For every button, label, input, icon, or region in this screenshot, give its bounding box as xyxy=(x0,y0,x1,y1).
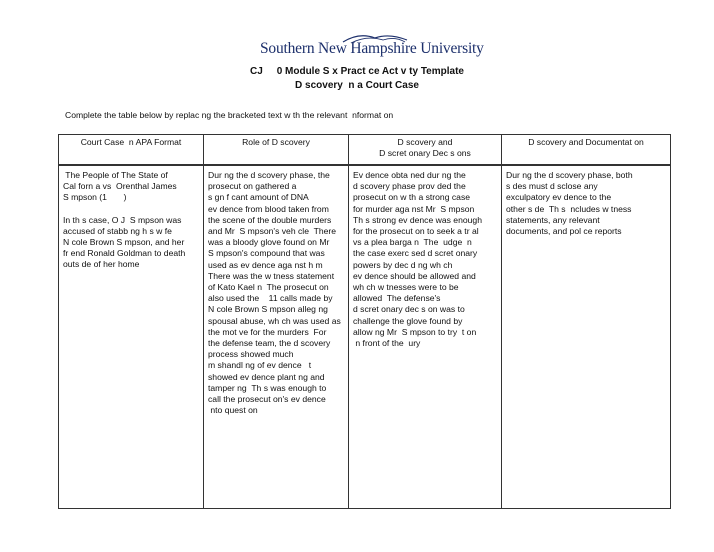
cell-text-line: vs a plea barga n The udge n xyxy=(353,237,472,248)
cell-text-line: tamper ng Th s was enough to xyxy=(208,382,327,393)
cell-text-line: S mpson (1 ) xyxy=(63,192,127,203)
cell-text-line: statements, any relevant xyxy=(506,214,600,225)
table-cell[interactable] xyxy=(59,165,204,509)
cell-text-line: ev dence from blood taken from xyxy=(208,203,329,214)
logo-text: Southern New Hampshire University xyxy=(260,40,484,57)
cell-text-line: of Kato Kael n The prosecut on xyxy=(208,282,329,293)
paragraph-gap xyxy=(63,204,199,215)
cell-text-line: N cole Brown S mpson alleg ng xyxy=(208,304,328,315)
cell-text-line: documents, and pol ce reports xyxy=(506,226,622,237)
cell-text-line: ev dence should be allowed and xyxy=(353,270,476,281)
document-title: CJ 0 Module S x Pract ce Act v ty Template xyxy=(250,66,464,77)
column-header-line: D scovery and xyxy=(397,137,453,147)
cell-text-line: accused of stabb ng h s w fe xyxy=(63,225,172,236)
cell-text-line: other s de Th s ncludes w tness xyxy=(506,203,632,214)
cell-text-line: The People of The State of xyxy=(63,170,168,180)
cell-text-line: process showed much xyxy=(208,349,294,360)
cell-text-line: Dur ng the d scovery phase, both xyxy=(506,170,633,180)
cell-text-line: exculpatory ev dence to the xyxy=(506,192,612,203)
cell-text-line: prosecut on gathered a xyxy=(208,181,297,192)
cell-text-line: Th s strong ev dence was enough xyxy=(353,214,482,225)
cell-text-line: fr end Ronald Goldman to death xyxy=(63,248,186,259)
cell-text-line: N cole Brown S mpson, and her xyxy=(63,237,185,248)
cell-text-line: the defense team, the d scovery xyxy=(208,338,331,349)
table-cell[interactable] xyxy=(204,165,349,509)
cell-text-line: allowed The defense's xyxy=(353,293,441,304)
cell-text-line: showed ev dence plant ng and xyxy=(208,371,325,382)
cell-text-line: outs de of her home xyxy=(63,259,140,270)
table-row xyxy=(59,165,671,509)
cell-text-line: s gn f cant amount of DNA xyxy=(208,192,309,203)
cell-text-line: the case exerc sed d scret onary xyxy=(353,248,478,259)
column-header xyxy=(204,135,349,166)
cell-text-line: was a bloody glove found on Mr xyxy=(208,237,330,248)
column-header-line: D scovery and Documentat on xyxy=(528,137,644,147)
university-logo xyxy=(246,34,484,64)
instructions-text: Complete the table below by replac ng the bracketed text w th the relevant nformat on xyxy=(65,110,394,120)
cell-text-line: also used the 11 calls made by xyxy=(208,293,333,304)
cell-text-line: allow ng Mr S mpson to try t on xyxy=(353,326,477,337)
cell-text-line: In th s case, O J S mpson was xyxy=(63,214,182,225)
cell-text-line: s des must d sclose any xyxy=(506,181,598,192)
cell-text-line: S mpson's compound that was xyxy=(208,248,325,259)
cell-text-line: for the prosecut on to seek a tr al xyxy=(353,226,479,237)
cell-text-line: n front of the ury xyxy=(353,338,421,349)
column-header-line: D scret onary Dec s ons xyxy=(379,148,471,159)
column-header xyxy=(349,135,502,166)
cell-text-line: Dur ng the d scovery phase, the xyxy=(208,170,330,180)
cell-text-line: spousal abuse, wh ch was used as xyxy=(208,315,341,326)
cell-text-line: the scene of the double murders xyxy=(208,214,332,225)
cell-text-line: d scovery phase prov ded the xyxy=(353,181,466,192)
cell-text-line: for murder aga nst Mr S mpson xyxy=(353,203,475,214)
column-header-line: Role of D scovery xyxy=(242,137,310,147)
cell-text-line: There was the w tness statement xyxy=(208,270,335,281)
cell-text-line: call the prosecut on's ev dence xyxy=(208,394,326,405)
table-cell[interactable] xyxy=(502,165,671,509)
table-header-row xyxy=(59,135,671,166)
column-header xyxy=(502,135,671,166)
column-header xyxy=(59,135,204,166)
cell-text-line: and Mr S mpson's veh cle There xyxy=(208,226,337,237)
cell-text-line: prosecut on w th a strong case xyxy=(353,192,471,203)
cell-text-line: d scret onary dec s on was to xyxy=(353,304,465,315)
column-header-line: Court Case n APA Format xyxy=(80,137,182,147)
table-cell[interactable] xyxy=(349,165,502,509)
cell-text-line: challenge the glove found by xyxy=(353,315,463,326)
cell-text-line: Ev dence obta ned dur ng the xyxy=(353,170,466,180)
cell-text-line: powers by dec d ng wh ch xyxy=(353,259,453,270)
cell-text-line: the mot ve for the murders For xyxy=(208,326,327,337)
cell-text-line: Cal forn a vs Orenthal James xyxy=(63,181,177,192)
cell-text-line: nto quest on xyxy=(208,405,258,416)
cell-text-line: used as ev dence aga nst h m xyxy=(208,259,323,270)
cell-text-line: wh ch w tnesses were to be xyxy=(353,282,459,293)
cell-text-line: m shandl ng of ev dence t xyxy=(208,360,312,371)
document-subtitle: D scovery n a Court Case xyxy=(295,80,419,91)
activity-table xyxy=(58,134,671,509)
